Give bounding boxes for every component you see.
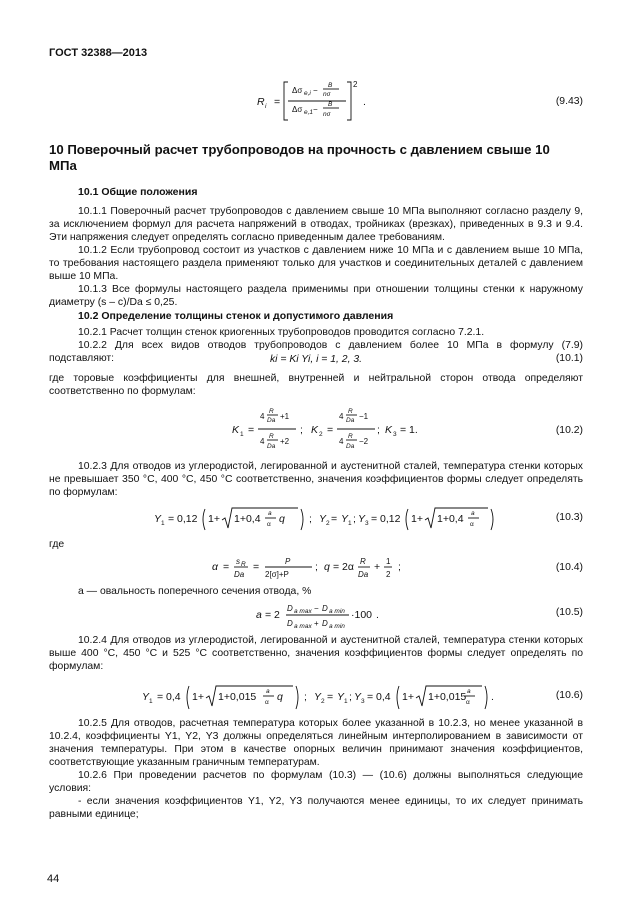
svg-text:a min: a min [329,623,345,630]
svg-text:1+0,4: 1+0,4 [437,513,464,525]
svg-text:R: R [360,557,366,566]
svg-text:1: 1 [149,698,153,705]
svg-text:R: R [348,433,353,440]
svg-text:;: ; [353,513,356,525]
svg-text:−: − [313,105,318,114]
svg-text:nσ: nσ [323,91,331,98]
paragraph-10-2-2: 10.2.2 Для всех видов отводов трубопроводов с давлением более 10 МПа в формулу (7.9) подставляют: [49,340,583,364]
svg-text:= 1.: = 1. [400,424,418,436]
svg-text:K: K [232,424,240,436]
svg-text:;: ; [377,424,380,436]
equation-number: (10.3) [555,512,583,523]
svg-text:R: R [241,561,246,568]
svg-text:−: − [313,86,318,95]
svg-text:q: q [324,561,330,573]
svg-text:Da: Da [234,570,245,579]
svg-text:·100: ·100 [351,609,373,621]
paragraph-10-2-1: 10.2.1 Расчет толщин стенок криогенных трубопроводов проводится согласно 7.2.1. [78,327,485,338]
svg-text:1: 1 [161,520,165,527]
svg-text:.: . [376,609,379,621]
svg-text:a: a [266,688,270,695]
svg-text:.: . [363,96,366,108]
svg-text:R: R [257,96,265,108]
svg-text:B: B [328,82,333,89]
svg-text:Da: Da [346,417,355,424]
section-10-2-heading: 10.2 Определение толщины стенок и допустимого давления [78,310,394,322]
svg-text:1+0,015: 1+0,015 [428,691,467,703]
svg-text:;: ; [304,691,307,703]
svg-text:Δσ: Δσ [292,105,303,114]
svg-text:1: 1 [240,431,244,438]
section-10-1-heading: 10.1 Общие положения [78,186,198,198]
svg-text:R: R [269,408,274,415]
svg-text:α: α [466,699,470,706]
paragraph-10-1-3: 10.1.3 Все формулы настоящего раздела применимы при отношении толщины стенки к наружному диаметру (s – c)/Da ≤ 0,25. [49,284,583,308]
svg-text:e,1: e,1 [304,109,314,116]
document-header: ГОСТ 32388—2013 [49,47,148,59]
svg-text:Y: Y [354,691,362,703]
svg-text:2: 2 [386,570,391,579]
svg-text:4: 4 [260,412,265,421]
svg-text:D: D [322,604,328,613]
svg-text:α: α [212,561,218,573]
paragraph-10-1-1: 10.1.1 Поверочный расчет трубопроводов с давлением свыше 10 МПа выполняют согласно разделу 9, за исключением формул для расчета напряжений в отводах, тройниках (врезках), приведенных в 9.3 и 9.4. Эти напряжения следует определять согласно приведенным далее требованиям. [49,206,583,243]
svg-text:3: 3 [393,431,397,438]
paragraph-ovality: a — овальность поперечного сечения отвода, % [78,586,312,597]
svg-text:Da: Da [358,570,369,579]
svg-text:q: q [279,513,285,525]
section-10-title: 10 Поверочный расчет трубопроводов на прочность с давлением свыше 10 МПа [49,142,550,173]
svg-text:Y: Y [358,513,366,525]
paragraph-10-1-2: 10.1.2 Если трубопровод состоит из участков с давлением ниже 10 МПа и с давлением выше 10 МПа, то требования настоящего раздела применяют только для участков и соединительных деталей с давлением выше 10 МПа. [49,245,583,282]
svg-text:D: D [287,619,293,628]
svg-text:R: R [348,408,353,415]
svg-text:;: ; [309,513,312,525]
svg-text:2: 2 [319,431,323,438]
svg-text:= 0,12: = 0,12 [371,513,401,525]
svg-text:q: q [277,691,283,703]
svg-text:D: D [287,604,293,613]
svg-text:e,i: e,i [304,90,311,97]
svg-text:+2: +2 [280,437,290,446]
paragraph-condition: - если значения коэффициентов Y1, Y2, Y3 получаются менее единицы, то их следует принимать равными единице; [49,796,583,820]
svg-text:=: = [327,424,334,436]
formula-10-1: ki = Ki Yi, i = 1, 2, 3. [269,354,363,365]
formula-9-43 [255,78,375,124]
paragraph-where: где [49,539,65,550]
paragraph-10-2-5: 10.2.5 Для отводов, расчетная температура которых более указанной в 10.2.3, но менее указанной в 10.2.4, коэффициенты Y1, Y2, Y3 должны определяться линейным интерполированием в зависимости от значения температуры. При этом в качестве опорных величин принимают значения коэффициентов, соответствующие указанным граничным температурам. [49,718,583,768]
svg-text:α: α [470,521,474,528]
svg-text:Y: Y [319,513,327,525]
svg-text:1: 1 [348,520,352,527]
svg-text:1+0,4: 1+0,4 [234,513,261,525]
svg-text:+: + [374,561,381,573]
svg-text:=: = [248,424,255,436]
svg-text:1+: 1+ [208,513,220,525]
svg-text:i: i [265,103,267,110]
svg-text:+1: +1 [280,412,290,421]
svg-text:Da: Da [267,443,276,450]
svg-text:+: + [314,619,319,628]
svg-text:D: D [322,619,328,628]
svg-text:2[σ]+P: 2[σ]+P [265,570,289,579]
svg-text:3: 3 [361,698,365,705]
svg-text:K: K [385,424,393,436]
svg-text:=: = [327,691,334,703]
svg-text:Δσ: Δσ [292,86,303,95]
formula-10-3 [152,503,482,533]
svg-text:= 2: = 2 [265,609,280,621]
svg-text:nσ: nσ [323,111,331,118]
svg-text:s: s [236,557,240,566]
svg-text:;: ; [349,691,352,703]
svg-text:1: 1 [386,557,391,566]
svg-text:K: K [311,424,319,436]
svg-text:1+: 1+ [192,691,204,703]
svg-text:=: = [253,561,260,573]
svg-text:= 0,4: = 0,4 [367,691,391,703]
svg-text:;: ; [398,561,401,573]
svg-text:2: 2 [326,520,330,527]
svg-text:Da: Da [267,417,276,424]
svg-text:a: a [256,609,262,621]
svg-text:Y: Y [337,691,345,703]
svg-text:Y: Y [142,691,150,703]
svg-text:B: B [328,101,333,108]
svg-text:=: = [331,513,338,525]
svg-text:4: 4 [339,412,344,421]
svg-text:=: = [223,561,230,573]
svg-text:a max: a max [294,623,312,630]
equation-number: (10.4) [555,562,583,573]
svg-text:a: a [467,688,471,695]
formula-10-5 [256,600,416,632]
svg-text:a: a [268,510,272,517]
equation-number: (10.1) [555,353,583,364]
formula-10-6 [142,681,494,713]
svg-text:−2: −2 [359,437,369,446]
svg-text:2: 2 [321,698,325,705]
svg-text:.: . [491,691,494,703]
svg-text:Y: Y [154,513,162,525]
svg-text:4: 4 [339,437,344,446]
svg-text:a max: a max [294,608,312,615]
svg-text:1: 1 [344,698,348,705]
svg-text:R: R [269,433,274,440]
svg-text:1+: 1+ [402,691,414,703]
svg-text:;: ; [315,561,318,573]
paragraph-10-2-6: 10.2.6 При проведении расчетов по формулам (10.3) — (10.6) должны выполняться следующие условия: [49,770,583,794]
svg-text:Y: Y [314,691,322,703]
svg-text:Da: Da [346,443,355,450]
svg-text:1+0,015: 1+0,015 [218,691,257,703]
svg-text:Y: Y [341,513,349,525]
equation-number: (10.6) [555,690,583,701]
paragraph-toroidal-coefficients: где торовые коэффициенты для внешней, внутренней и нейтральной сторон отвода определяют соответственно по формулам: [49,373,583,397]
svg-text:α: α [265,699,269,706]
svg-text:3: 3 [365,520,369,527]
equation-number: (9.43) [555,96,583,107]
svg-text:= 0,12: = 0,12 [168,513,198,525]
svg-text:1+: 1+ [411,513,423,525]
svg-text:2: 2 [353,80,358,89]
svg-text:α: α [267,521,271,528]
svg-text:−1: −1 [359,412,369,421]
svg-text:a min: a min [329,608,345,615]
formula-10-2 [232,402,432,460]
svg-text:a: a [471,510,475,517]
svg-text:−: − [314,604,319,613]
page-number: 44 [47,873,60,885]
svg-text:=: = [274,96,281,108]
paragraph-10-2-4: 10.2.4 Для отводов из углеродистой, легированной и аустенитной сталей, температура стенки которых выше 400 °С, 450 °С и 525 °С соответственно, значения коэффициентов формы следует определять по формулам: [49,635,583,672]
equation-number: (10.2) [555,425,583,436]
svg-text:P: P [285,557,291,566]
svg-text:= 2α: = 2α [333,561,354,573]
formula-10-4 [212,553,412,583]
svg-text:4: 4 [260,437,265,446]
paragraph-10-2-3: 10.2.3 Для отводов из углеродистой, легированной и аустенитной сталей, температура стенки которых не превышает 350 °С, 400 °С, 450 °С соответственно, значения коэффициентов формы следует определять по формулам: [49,461,583,498]
equation-number: (10.5) [555,607,583,618]
svg-text:;: ; [300,424,303,436]
svg-text:= 0,4: = 0,4 [157,691,181,703]
